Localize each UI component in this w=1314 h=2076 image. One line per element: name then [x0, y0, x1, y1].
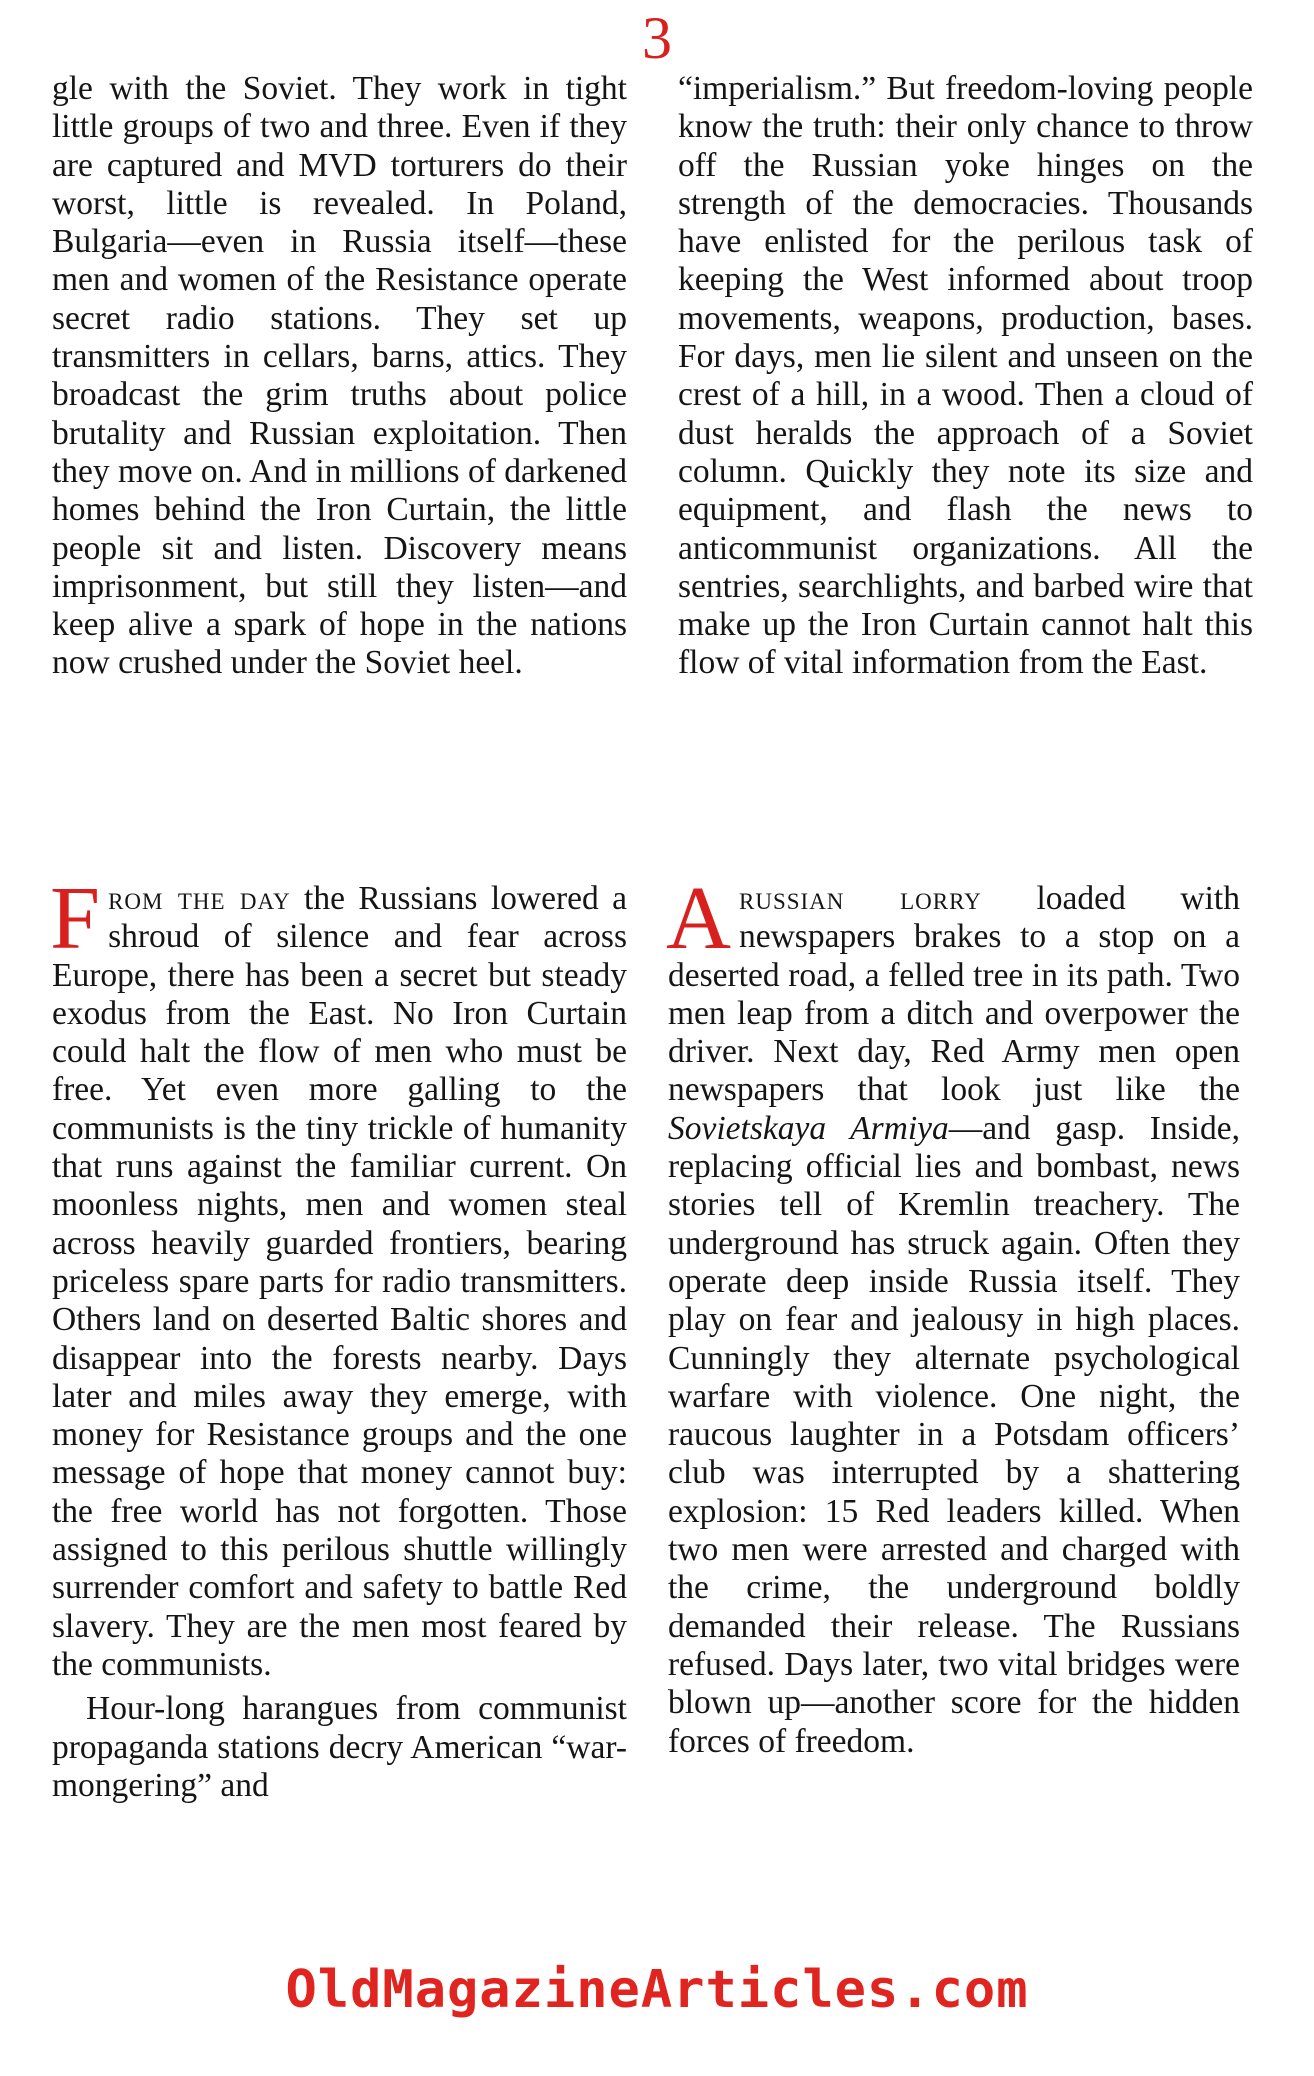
paragraph-exodus [50, 869, 627, 1684]
paragraph-body: the Russians lowered a shroud of silence and fear across Europe, there has been a secret but steady exodus from the East. No Iron Curtain could halt the flow of men who must be free. Yet even more galling to the communists is the tiny trickle of humanity that runs against the familiar current. On moonless nights, men and women steal across heavily guarded frontiers, bearing priceless spare parts for radio transmitters. Others land on deserted Baltic shores and disappear into the forests nearby. Days later and miles away they emerge, with money for Resistance groups and the one message of hope that money cannot buy: the free world has not forgotten. Those assigned to this perilous shuttle willingly surrender comfort and safety to battle Red slavery. They are the men most feared by the communists. [52, 880, 627, 1683]
site-watermark: OldMagazineArticles.com [285, 1960, 1029, 2020]
paragraph-freedom-loving: “imperialism.” But freedom-loving people know the truth: their only chance to throw off the Russian yoke hinges on the strength of the democracies. Thousands have enlisted for the perilous task of keeping the West informed about troop movements, weapons, production, bases. For days, men lie silent and unseen on the crest of a hill, in a wood. Then a cloud of dust heralds the approach of a Soviet column. Quickly they note its size and equipment, and flash the news to anticommunist organizations. All the sentries, searchlights, and barbed wire that make up the Iron Curtain cannot halt this flow of vital information from the East. [678, 70, 1253, 682]
page-number: 3 [642, 5, 672, 71]
column-top-right [678, 70, 1253, 683]
paragraph-resistance-radio: gle with the Soviet. They work in tight little groups of two and three. Even if they are captured and MVD torturers do their worst, little is revealed. In Poland, Bulgaria—even in Russia itself—these men and women of the Resistance operate secret radio stations. They set up transmitters in cellars, barns, attics. They broadcast the grim truths about police brutality and Russian exploitation. Then they move on. And in millions of darkened homes behind the Iron Curtain, the little people sit and listen. Discovery means imprisonment, but still they listen—and keep alive a spark of hope in the nations now crushed under the Soviet heel. [52, 70, 627, 682]
column-bottom-right [666, 869, 1240, 1761]
lead-in: russian lorry [739, 880, 982, 917]
paragraph-body-a: loaded with newspapers brakes to a stop on a deserted road, a felled tree in its path. Two men leap from a ditch and overpower the driver. Next day, Red Army men open newspapers that look just like the [668, 880, 1240, 1109]
column-top-left [52, 70, 627, 683]
paragraph-body-b: —and gasp. Inside, replacing official lies and bombast, news stories tell of Kremlin treachery. The underground has struck again. Often they operate deep inside Russia itself. They play on fear and jealousy in high places. Cunningly they alternate psychological warfare with violence. One night, the raucous laughter in a Potsdam officers’ club was interrupted by a shattering explosion: 15 Red leaders killed. When two men were arrested and charged with the crime, the underground boldly demanded their release. The Russians refused. Days later, two vital bridges were blown up—another score for the hidden forces of freedom. [668, 1109, 1240, 1760]
drop-cap: A [666, 869, 731, 968]
newspaper-title: Sovietskaya Armiya [668, 1109, 949, 1147]
paragraph-russian-lorry [666, 869, 1240, 1761]
column-bottom-left [50, 869, 627, 1805]
paragraph-harangues: Hour-long harangues from communist propaganda stations decry American “war-mongering” and [52, 1690, 627, 1804]
lead-in: rom the day [108, 880, 291, 917]
drop-cap: F [50, 869, 101, 968]
